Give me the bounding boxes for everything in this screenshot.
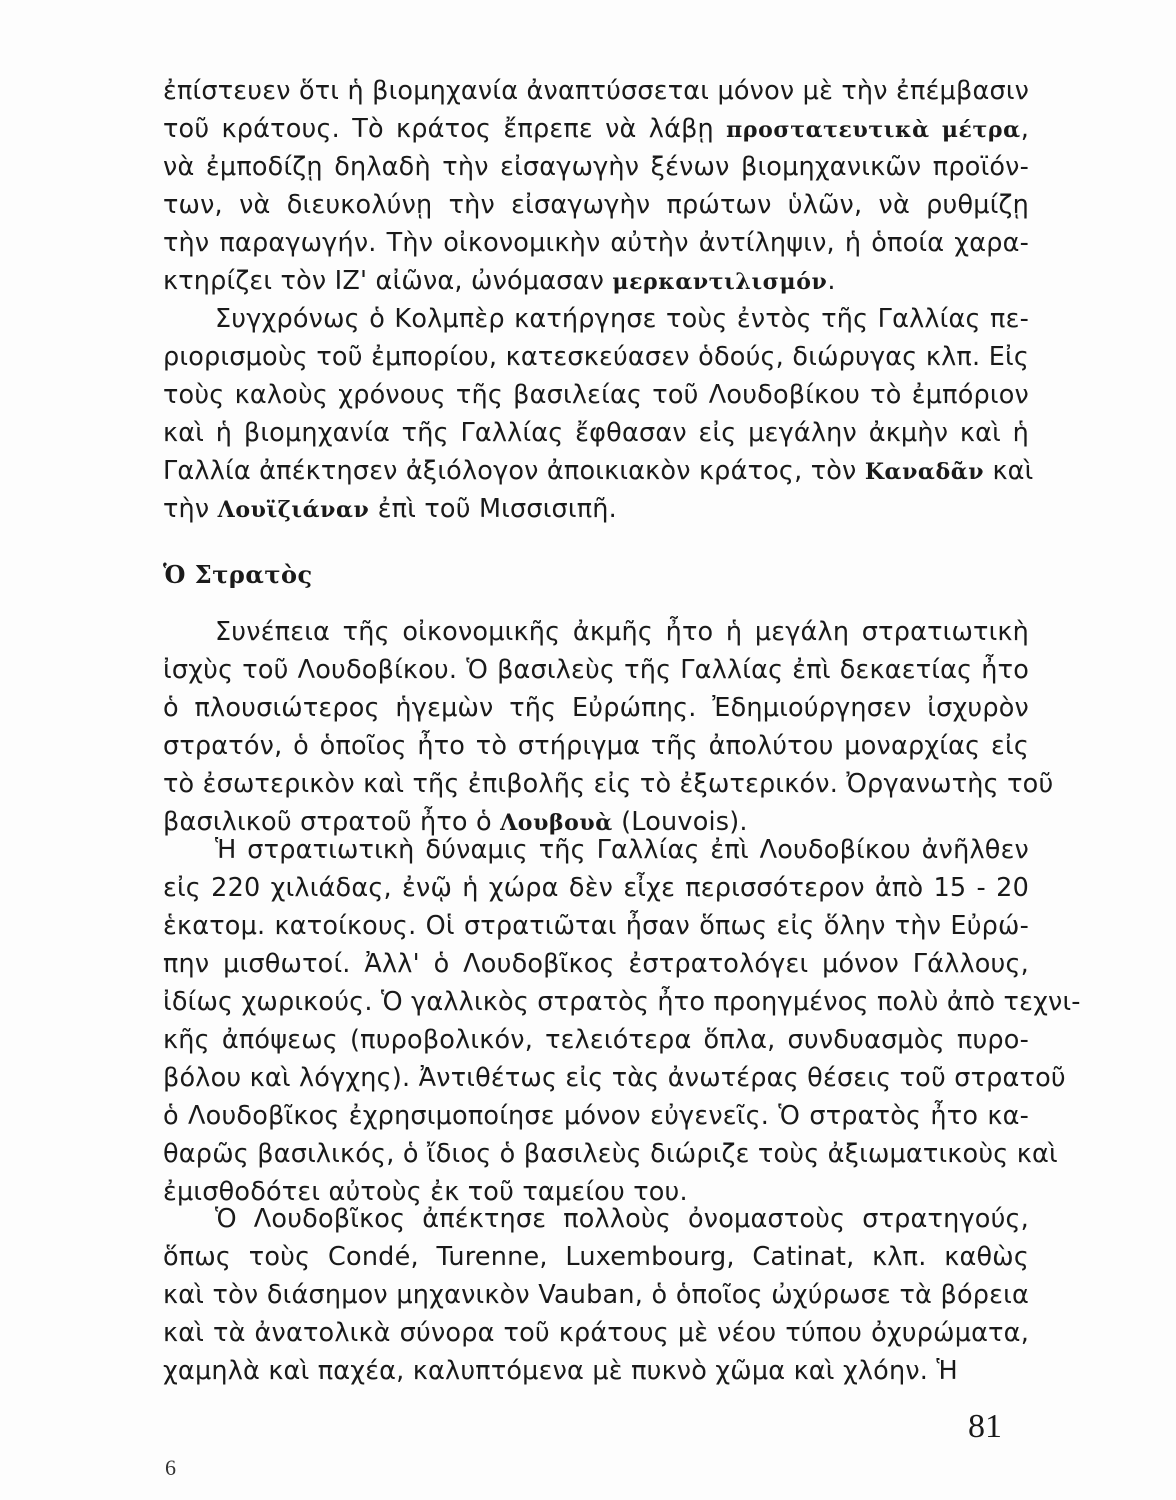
text-run: , bbox=[1020, 114, 1029, 144]
text-run: ἐπίστευεν ὅτι ἡ βιομηχανία ἀναπτύσσεται μόνον μὲ τὴν ἐπέμβασιν bbox=[163, 76, 1030, 106]
text-line bbox=[163, 414, 1029, 452]
text-run: Ὁ Λουδοβῖκος ἀπέκτησε πολλοὺς ὀνομαστοὺς στρατηγούς, bbox=[215, 1204, 1029, 1234]
text-run: Ἡ στρατιωτικὴ δύναμις τῆς Γαλλίας ἐπὶ Λουδοβίκου ἀνῆλθεν bbox=[215, 835, 1029, 865]
text-line bbox=[163, 300, 1029, 338]
text-run: ὁ πλουσιώτερος ἡγεμὼν τῆς Εὐρώπης. Ἐδημιούργησεν ἰσχυρὸν bbox=[163, 693, 1029, 723]
text-run: ἐπὶ τοῦ Μισσισιπῆ. bbox=[369, 494, 617, 524]
emphasized-term: προστατευτικὰ μέτρα bbox=[726, 117, 1021, 143]
text-run: ὅπως τοὺς Condé, Turenne, Luxembourg, Catinat, κλπ. καθὼς bbox=[163, 1242, 1029, 1272]
paragraph-colbert-reforms bbox=[163, 300, 1034, 528]
text-line bbox=[163, 1238, 1029, 1276]
text-run: ἑκατομ. κατοίκους. Οἱ στρατιῶται ἦσαν ὅπως εἰς ὅλην τὴν Εὐρώ- bbox=[163, 911, 1029, 941]
paragraph-mercantilism bbox=[163, 72, 1029, 300]
text-run: καὶ τὸν διάσημον μηχανικὸν Vauban, ὁ ὁποῖος ὠχύρωσε τὰ βόρεια bbox=[163, 1280, 1029, 1310]
text-run: βόλου καὶ λόγχης). Ἀντιθέτως εἰς τὰς ἀνωτέρας θέσεις τοῦ στρατοῦ bbox=[163, 1063, 1066, 1093]
text-line bbox=[163, 831, 1029, 869]
text-run: εἰς 220 χιλιάδας, ἐνῷ ἡ χώρα δὲν εἶχε περισσότερον ἀπὸ 15 - 20 bbox=[163, 873, 1029, 903]
text-run: κῆς ἀπόψεως (πυροβολικόν, τελειότερα ὅπλα, συνδυασμὸς πυρο- bbox=[163, 1025, 1029, 1055]
text-line bbox=[163, 338, 1029, 376]
text-line bbox=[163, 1276, 1029, 1314]
text-run: τὴν bbox=[163, 494, 218, 524]
text-line bbox=[163, 186, 1029, 224]
text-line bbox=[163, 869, 1029, 907]
text-run: νὰ ἐμποδίζῃ δηλαδὴ τὴν εἰσαγωγὴν ξένων βιομηχανικῶν προϊόν- bbox=[163, 152, 1029, 182]
text-line bbox=[163, 689, 1029, 727]
paragraph-generals bbox=[163, 1200, 1029, 1390]
text-run: τοὺς καλοὺς χρόνους τῆς βασιλείας τοῦ Λουδοβίκου τὸ ἐμπόριον bbox=[163, 380, 1029, 410]
text-line bbox=[163, 945, 1029, 983]
text-run: . bbox=[827, 266, 836, 296]
text-line bbox=[163, 1097, 1029, 1135]
section-heading-army: Ὁ Στρατὸς bbox=[163, 560, 313, 589]
text-line bbox=[163, 907, 1029, 945]
paragraph-military-power bbox=[163, 613, 1054, 841]
text-run: στρατόν, ὁ ὁποῖος ἦτο τὸ στήριγμα τῆς ἀπολύτου μοναρχίας εἰς bbox=[163, 731, 1029, 761]
text-line bbox=[163, 1059, 1066, 1097]
text-run: τοῦ κράτους. Τὸ κράτος ἔπρεπε νὰ λάβῃ bbox=[163, 114, 727, 144]
text-line bbox=[163, 1200, 1029, 1238]
text-run: ἰσχὺς τοῦ Λουδοβίκου. Ὁ βασιλεὺς τῆς Γαλλίας ἐπὶ δεκαετίας ἦτο bbox=[163, 655, 1029, 685]
emphasized-term: μερκαντιλισμόν bbox=[612, 269, 828, 295]
text-run: χαμηλὰ καὶ παχέα, καλυπτόμενα μὲ πυκνὸ χῶμα καὶ χλόην. Ἡ bbox=[163, 1356, 958, 1386]
text-line bbox=[163, 983, 1081, 1021]
text-line bbox=[163, 1135, 1058, 1173]
text-run: Συγχρόνως ὁ Κολμπὲρ κατήργησε τοὺς ἐντὸς τῆς Γαλλίας πε- bbox=[215, 304, 1029, 334]
text-run: κτηρίζει τὸν ΙΖ' αἰῶνα, ὠνόμασαν bbox=[163, 266, 613, 296]
text-run: ριορισμοὺς τοῦ ἐμπορίου, κατεσκεύασεν ὁδούς, διώρυγας κλπ. Εἰς bbox=[163, 342, 1029, 372]
text-line bbox=[163, 727, 1029, 765]
printer-signature-mark: 6 bbox=[165, 1455, 176, 1480]
text-line bbox=[163, 110, 1029, 148]
text-line bbox=[163, 765, 1054, 803]
text-line bbox=[163, 1314, 1029, 1352]
text-run: πην μισθωτοί. Ἀλλ' ὁ Λουδοβῖκος ἐστρατολόγει μόνον Γάλλους, bbox=[163, 949, 1029, 979]
text-run: τὸ ἐσωτερικὸν καὶ τῆς ἐπιβολῆς εἰς τὸ ἐξωτερικόν. Ὀργανωτὴς τοῦ bbox=[163, 769, 1054, 799]
emphasized-term: Λουβουὰ bbox=[500, 810, 613, 836]
text-run: καὶ ἡ βιομηχανία τῆς Γαλλίας ἔφθασαν εἰς μεγάλην ἀκμὴν καὶ ἡ bbox=[163, 418, 1029, 448]
emphasized-term: Λουϊζιάναν bbox=[217, 497, 370, 523]
text-run: θαρῶς βασιλικός, ὁ ἴδιος ὁ βασιλεὺς διώριζε τοὺς ἀξιωματικοὺς καὶ bbox=[163, 1139, 1058, 1169]
text-line bbox=[163, 490, 1029, 528]
paragraph-army-size bbox=[163, 831, 1081, 1211]
text-line bbox=[163, 72, 1029, 110]
text-run: καὶ bbox=[984, 456, 1034, 486]
text-line bbox=[163, 1021, 1029, 1059]
text-line bbox=[163, 262, 1029, 300]
text-line bbox=[163, 613, 1029, 651]
text-run: καὶ τὰ ἀνατολικὰ σύνορα τοῦ κράτους μὲ νέου τύπου ὀχυρώματα, bbox=[163, 1318, 1029, 1348]
text-line bbox=[163, 452, 1034, 490]
text-run: βασιλικοῦ στρατοῦ ἦτο ὁ bbox=[163, 807, 501, 837]
text-run: ἐμισθοδότει αὐτοὺς ἐκ τοῦ ταμείου του. bbox=[163, 1177, 688, 1207]
text-run: ὁ Λουδοβῖκος ἐχρησιμοποίησε μόνον εὐγενεῖς. Ὁ στρατὸς ἦτο κα- bbox=[163, 1101, 1029, 1131]
text-run: τὴν παραγωγήν. Τὴν οἰκονομικὴν αὐτὴν ἀντίληψιν, ἡ ὁποία χαρα- bbox=[163, 228, 1029, 258]
text-line bbox=[163, 148, 1029, 186]
text-line bbox=[163, 224, 1029, 262]
text-run: Γαλλία ἀπέκτησεν ἀξιόλογον ἀποικιακὸν κράτος, τὸν bbox=[163, 456, 865, 486]
page-number: 81 bbox=[968, 1408, 1002, 1445]
text-run: ἰδίως χωρικούς. Ὁ γαλλικὸς στρατὸς ἦτο προηγμένος πολὺ ἀπὸ τεχνι- bbox=[163, 987, 1081, 1017]
text-run: των, νὰ διευκολύνῃ τὴν εἰσαγωγὴν πρώτων ὑλῶν, νὰ ρυθμίζῃ bbox=[163, 190, 1029, 220]
emphasized-term: Καναδᾶν bbox=[864, 459, 985, 485]
text-line bbox=[163, 1352, 1029, 1390]
text-run: (Louvois). bbox=[612, 807, 748, 837]
text-line bbox=[163, 651, 1029, 689]
text-run: Συνέπεια τῆς οἰκονομικῆς ἀκμῆς ἦτο ἡ μεγάλη στρατιωτικὴ bbox=[215, 617, 1029, 647]
text-line bbox=[163, 376, 1029, 414]
